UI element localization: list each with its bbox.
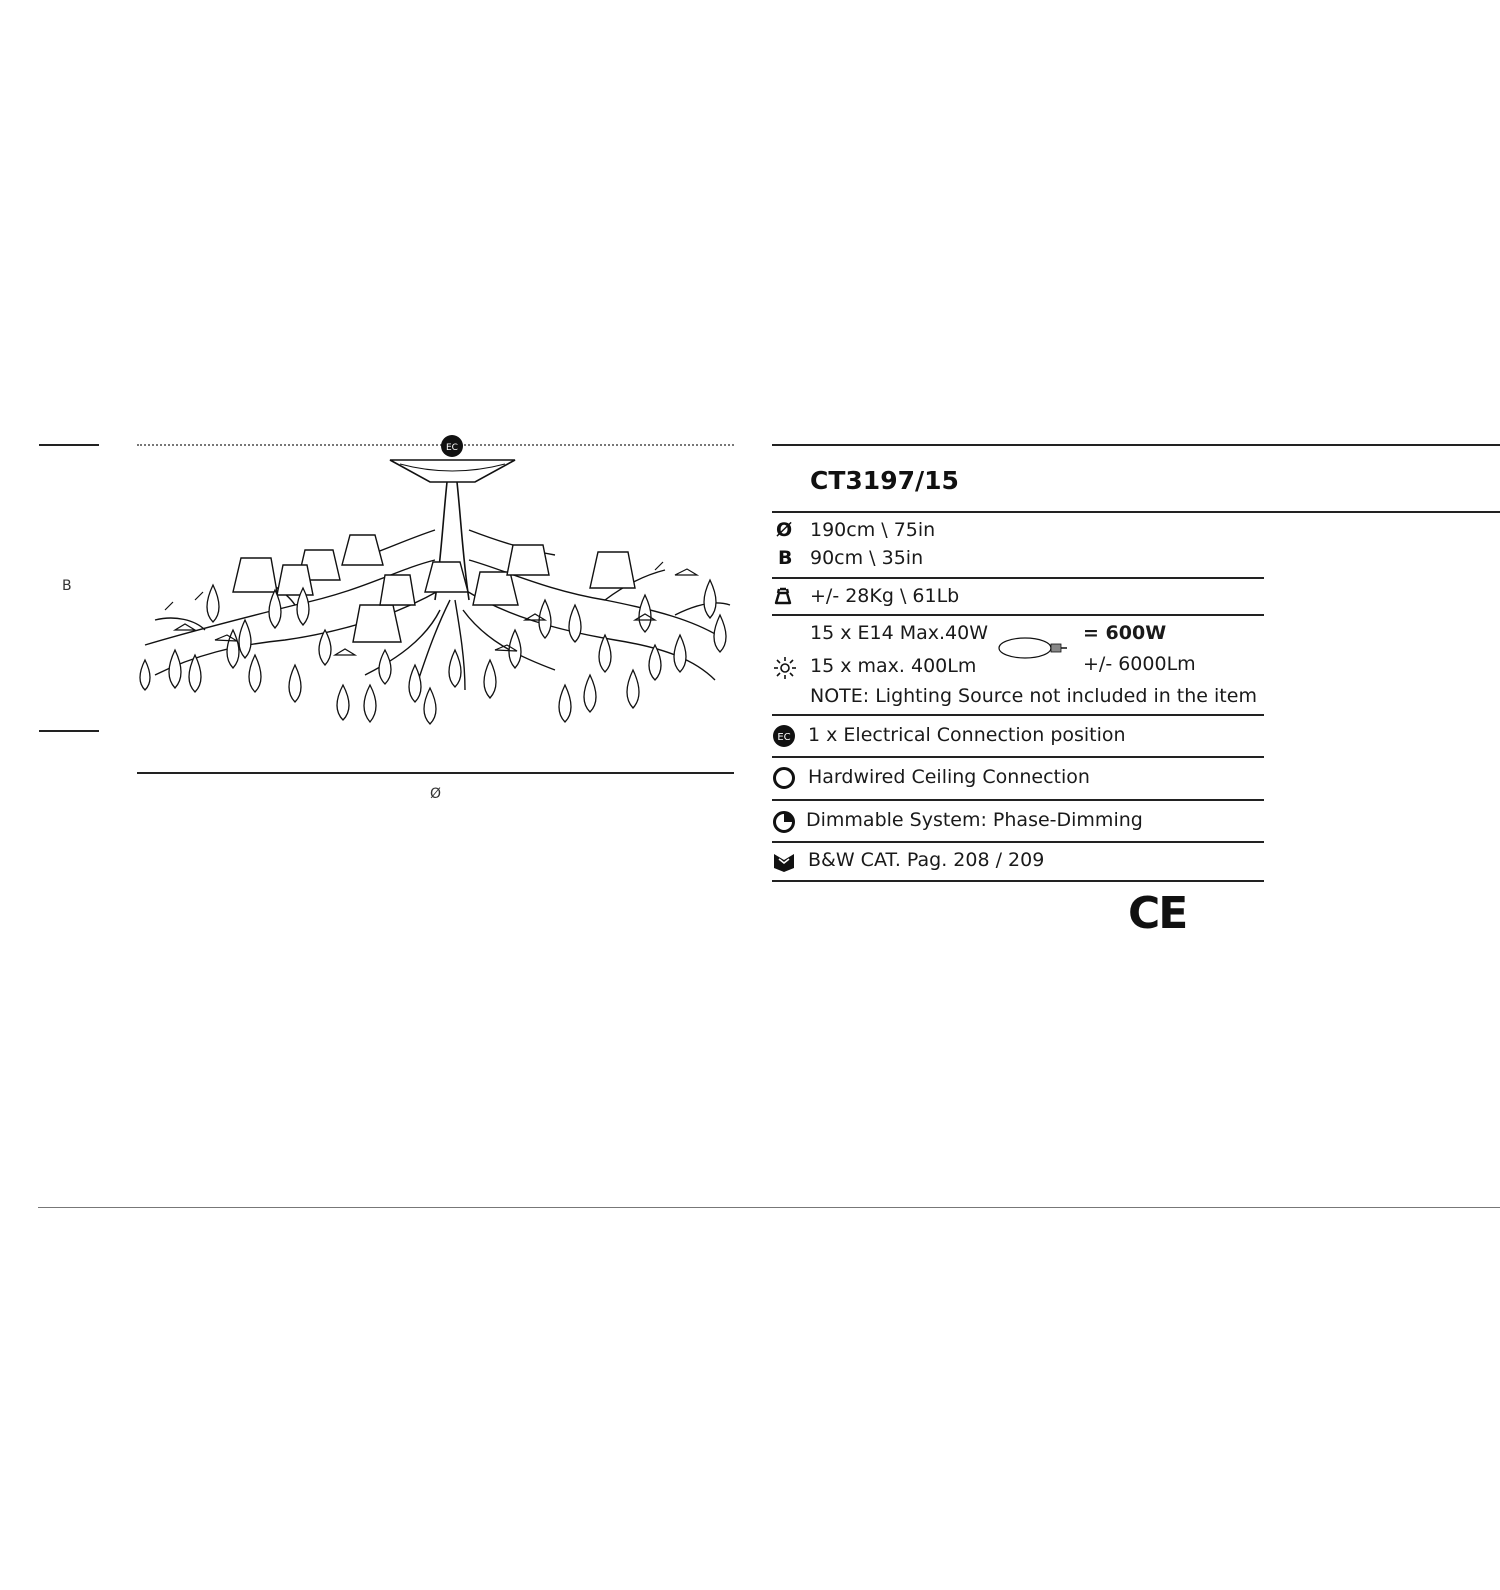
spec-code-rule xyxy=(772,511,1500,513)
page-bottom-rule xyxy=(38,1207,1500,1208)
chandelier-illustration xyxy=(135,440,735,740)
diameter-line xyxy=(137,772,734,774)
spec-rule-5 xyxy=(772,799,1264,801)
bulb-icon xyxy=(999,636,1069,662)
bulb-spec: 15 x E14 Max.40W xyxy=(810,622,989,644)
ce-mark: CE xyxy=(1128,888,1187,939)
diameter-value: 190cm \ 75in xyxy=(810,519,936,541)
ec-icon xyxy=(772,724,796,748)
electrical-connection: 1 x Electrical Connection position xyxy=(808,724,1126,746)
spec-top-rule xyxy=(772,444,1500,446)
height-top-tick xyxy=(39,444,99,446)
height-bottom-tick xyxy=(39,730,99,732)
height-symbol: B xyxy=(778,547,793,569)
catalog-icon xyxy=(772,850,796,874)
catalog-reference: B&W CAT. Pag. 208 / 209 xyxy=(808,849,1045,871)
total-lumens: +/- 6000Lm xyxy=(1083,653,1196,675)
total-power: = 600W xyxy=(1083,622,1167,644)
dimmer-icon xyxy=(772,810,796,834)
ec-marker-text: EC xyxy=(446,443,458,453)
lighting-note: NOTE: Lighting Source not included in the item xyxy=(810,685,1257,707)
ring-icon xyxy=(772,766,796,790)
diameter-symbol: Ø xyxy=(776,519,793,541)
diameter-label: Ø xyxy=(430,786,442,802)
spec-rule-2 xyxy=(772,614,1264,616)
spec-rule-3 xyxy=(772,714,1264,716)
spec-rule-4 xyxy=(772,756,1264,758)
height-label: B xyxy=(62,578,72,594)
weight-value: +/- 28Kg \ 61Lb xyxy=(810,585,960,607)
spec-rule-7 xyxy=(772,880,1264,882)
weight-icon xyxy=(773,586,793,606)
height-value: 90cm \ 35in xyxy=(810,547,924,569)
ceiling-connection: Hardwired Ceiling Connection xyxy=(808,766,1090,788)
sun-icon xyxy=(774,657,796,679)
product-code: CT3197/15 xyxy=(810,466,959,495)
lumen-spec: 15 x max. 400Lm xyxy=(810,655,977,677)
dimmable-system: Dimmable System: Phase-Dimming xyxy=(806,809,1143,831)
spec-rule-1 xyxy=(772,577,1264,579)
spec-rule-6 xyxy=(772,841,1264,843)
svg-text:EC: EC xyxy=(777,732,791,743)
